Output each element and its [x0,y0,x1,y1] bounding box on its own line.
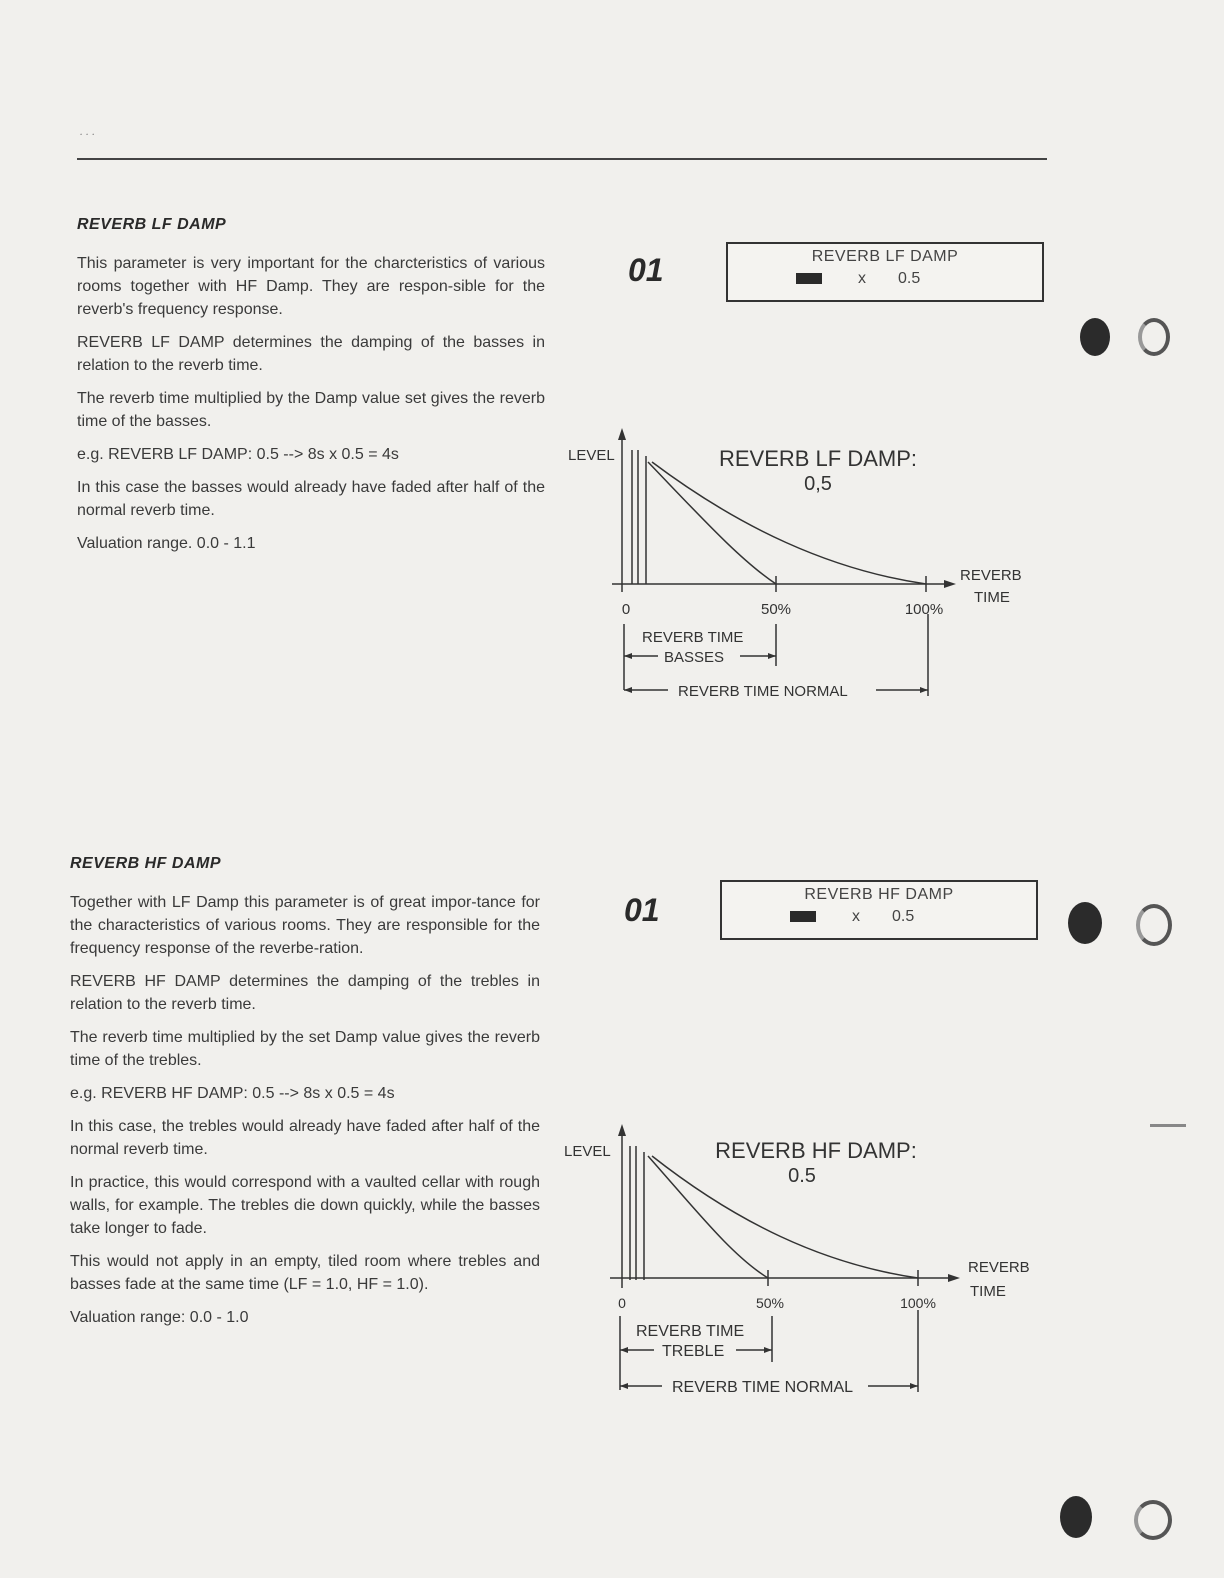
tick-0: 0 [618,1295,626,1311]
running-header [80,126,98,138]
lcd-x-label: x [858,270,866,287]
paragraph: Valuation range: 0.0 - 1.0 [70,1309,249,1326]
lcd-line1: REVERB HF DAMP [804,886,954,903]
diagram-value: 0,5 [804,473,832,495]
section-lf-damp [77,216,545,565]
bracket-short-line1: REVERB TIME [636,1323,745,1340]
punch-hole-dot [1068,902,1102,944]
punch-hole-ring [1138,318,1170,356]
lcd-value: 0.5 [898,270,921,287]
paragraph: In this case the basses would already have faded after half of the normal reverb time. [77,479,545,519]
tick-100: 100% [904,601,944,618]
section-hf-damp [70,855,540,1339]
program-number: 01 [624,892,660,928]
axis-label-line2: TIME [974,589,1010,606]
header-rule [77,158,1047,160]
tick-50: 50% [755,1295,785,1311]
punch-hole-dot [1080,318,1110,356]
hf-damp-diagram [556,1116,1056,1406]
paragraph: The reverb time multiplied by the Damp value set gives the reverb time of the basses. [77,390,545,430]
lcd-block-icon [790,911,816,922]
program-number: 01 [628,252,664,288]
paragraph: This parameter is very important for the charcteristics of various rooms together with HF Damp. They are respon-sible for the reverb's frequency response. [77,255,545,318]
bracket-short-line2: TREBLE [662,1343,725,1360]
tick-50: 50% [760,601,792,618]
running-header-text: ... [80,126,99,138]
bracket-short-line2: BASSES [664,649,725,666]
paragraph: REVERB LF DAMP determines the damping of the basses in relation to the reverb time. [77,334,545,374]
diagram-value: 0.5 [788,1165,816,1187]
bracket-long: REVERB TIME NORMAL [678,683,848,700]
level-label: LEVEL [568,447,615,464]
axis-label-line1: REVERB [960,567,1022,584]
paragraph: The reverb time multiplied by the set Damp value gives the reverb time of the trebles. [70,1029,540,1069]
paragraph: e.g. REVERB HF DAMP: 0.5 --> 8s x 0.5 = 4s [70,1085,395,1102]
lcd-block-icon [796,273,822,284]
lcd-x-label: x [852,908,860,925]
margin-mark [1150,1124,1186,1127]
level-label: LEVEL [564,1143,611,1160]
decay-curve-normal [652,1156,918,1278]
lcd-line1: REVERB LF DAMP [811,248,959,265]
lcd-display-lf [726,242,1044,302]
axis-label-line1: REVERB [968,1259,1030,1276]
lcd-value: 0.5 [892,908,915,925]
punch-hole-ring [1136,904,1172,946]
diagram-title: REVERB LF DAMP: [718,446,918,471]
axis-label-line2: TIME [970,1283,1006,1300]
section-title: REVERB HF DAMP [70,855,222,872]
paragraph: REVERB HF DAMP determines the damping of the trebles in relation to the reverb time. [70,973,540,1013]
paragraph: e.g. REVERB LF DAMP: 0.5 --> 8s x 0.5 = 4s [77,446,399,463]
paragraph: Valuation range. 0.0 - 1.1 [77,535,256,552]
bracket-short-line1: REVERB TIME [642,629,744,646]
paragraph: Together with LF Damp this parameter is of great impor-tance for the characteristics of various rooms. They are responsible for the frequency response of the reverbe-ration. [70,894,540,957]
paragraph: This would not apply in an empty, tiled room where trebles and basses fade at the same time (LF = 1.0, HF = 1.0). [70,1253,540,1293]
lf-damp-diagram [560,420,1060,710]
lcd-display-hf [720,880,1038,940]
tick-0: 0 [621,601,631,618]
decay-curve-treble [648,1156,768,1278]
decay-curve-normal [652,462,926,584]
bracket-long: REVERB TIME NORMAL [672,1379,854,1396]
section-title: REVERB LF DAMP [77,216,227,233]
tick-100: 100% [900,1295,936,1311]
punch-hole-dot [1060,1496,1092,1538]
diagram-title: REVERB HF DAMP: [715,1138,917,1163]
decay-curve-basses [648,462,776,584]
paragraph: In practice, this would correspond with a vaulted cellar with rough walls, for example. The trebles die down quickly, while the basses take longer to fade. [70,1174,540,1237]
punch-hole-ring [1134,1500,1172,1540]
paragraph: In this case, the trebles would already have faded after half of the normal reverb time. [70,1118,540,1158]
